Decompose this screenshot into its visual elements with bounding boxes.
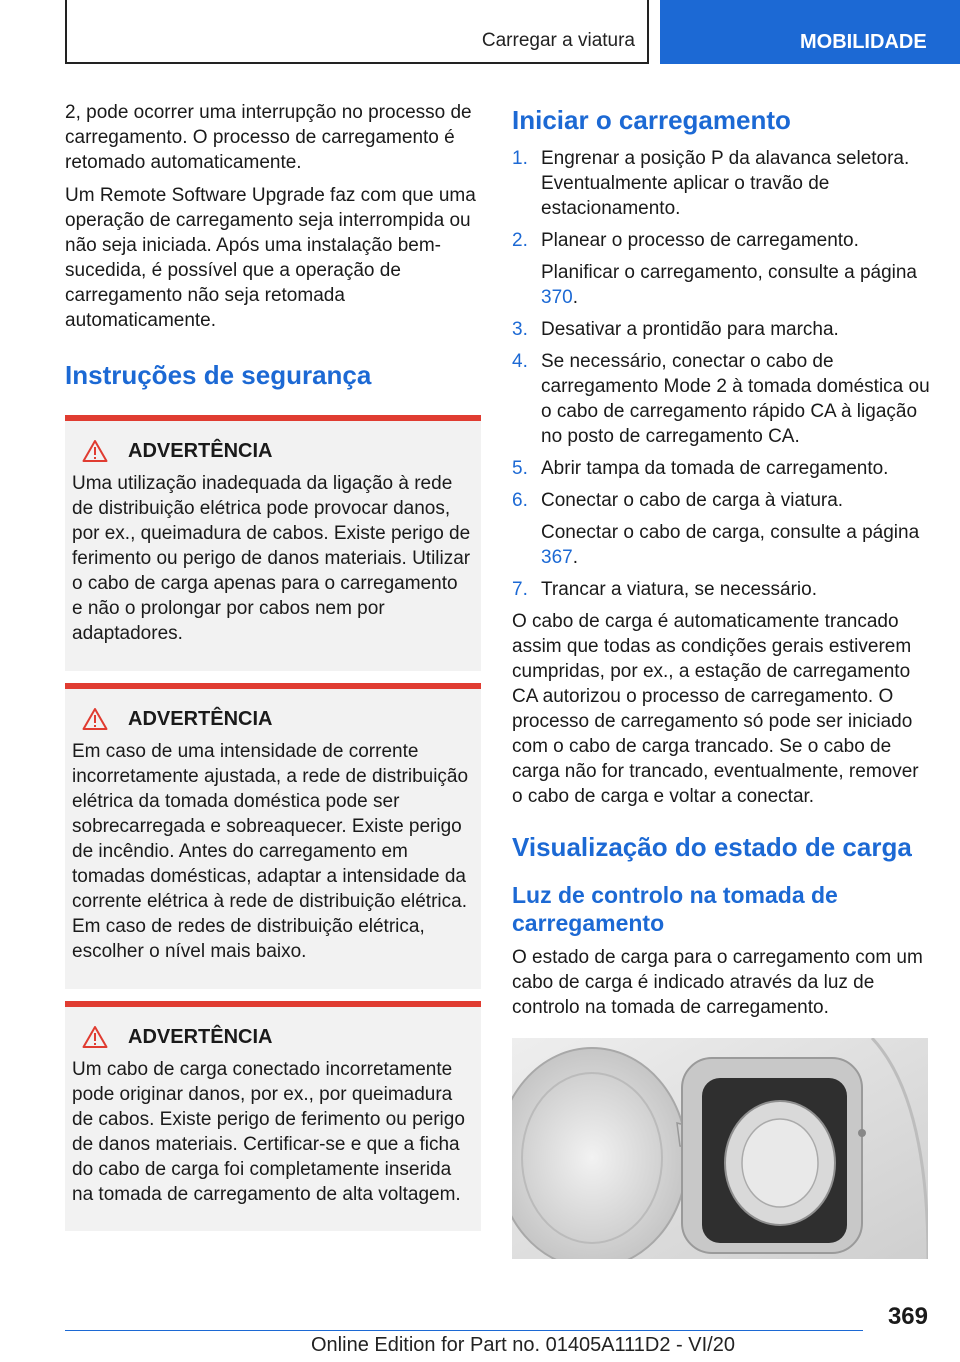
cable-lock-paragraph: O cabo de carga é automaticamente trancado assim que todas as condições gerais estiverem cumpridas, por ex., a estação de carregamento CA autorizou o processo de carregamento. O processo de carregamento só pode ser iniciado com o cabo de carga trancado. Se o cabo de carga não for trancado, eventualmente, remover o cabo de carga e voltar a conectar. [512,611,919,807]
list-item: 5. Abrir tampa da tomada de carregamento. [512,458,889,479]
warning-triangle-icon [82,1025,108,1049]
warning-header [72,439,473,463]
list-item: 7. Trancar a viatura, se necessário. [512,579,817,600]
safety-heading: Instruções de segurança [65,360,372,390]
list-item: 1. Engrenar a posição P da alavanca seletora. Eventualmente aplicar o travão de estacionamento. [512,148,910,219]
indicator-light-heading: Luz de controlo na tomada de carregamento [512,882,838,936]
charge-status-heading: Visualização do estado de carga [512,832,912,862]
warning-box-3 [65,1001,481,1231]
warning-title: ADVERTÊNCIA [128,707,273,730]
page-reference-link[interactable]: 370 [541,287,573,308]
warning-title: ADVERTÊNCIA [128,1025,273,1048]
page-reference-link[interactable]: 367 [541,547,573,568]
page-number: 369 [887,1303,928,1330]
charging-socket-illustration [512,1038,928,1259]
intro-paragraph: 2, pode ocorrer uma interrupção no processo de carregamento. O processo de carregamento é retomado automaticamente. [65,102,472,173]
warning-header [72,1025,473,1049]
right-column [512,100,930,1259]
warning-box-1 [65,415,481,671]
software-upgrade-paragraph: Um Remote Software Upgrade faz com que uma operação de carregamento seja interrompida ou não seja iniciada. Após uma instalação bem-sucedida, é possível que a operação de carregamento não seja retomada automaticamente. [65,185,476,331]
charging-steps-list [512,146,930,602]
start-charging-heading: Iniciar o carregamento [512,105,791,135]
warning-text: Uma utilização inadequada da ligação à rede de distribuição elétrica pode provocar danos, por ex., queimadura de cabos. Existe perigo de ferimento ou perigo de danos materiais. Utilizar o cabo de carga apenas para o carregamento e não o prolongar por cabos nem por adaptadores. [72,473,471,644]
list-item: 2. Planear o processo de carregamento. Planificar o carregamento, consulte a página 370. [512,230,918,308]
list-item: 6. Conectar o cabo de carga à viatura. Conectar o cabo de carga, consulte a página 367. [512,490,920,568]
warning-text: Um cabo de carga conectado incorretamente pode originar danos, por ex., por queimadura de cabos. Existe perigo de ferimento ou perigo de danos materiais. Certificar-se e que a ficha do cabo de carga foi completamente inserida na tomada de carregamento de alta voltagem. [72,1059,465,1205]
header-chapter-box [65,0,649,64]
footer-divider [65,1330,863,1331]
warning-box-2 [65,683,481,989]
list-item: 3. Desativar a prontidão para marcha. [512,319,839,340]
section-title: MOBILIDADE [800,31,927,53]
warning-text: Em caso de uma intensidade de corrente incorretamente ajustada, a rede de distribuição elétrica da tomada doméstica pode ser sobrecarregada e sobreaquecer. Existe perigo de incêndio. Antes do carregamento em tomadas domésticas, adaptar a intensidade da corrente elétrica à rede de distribuição elétrica. Em caso de redes de distribuição elétrica, escolher o nível mais baixo. [72,741,469,962]
chapter-title: Carregar a viatura [481,30,635,51]
warning-triangle-icon [82,707,108,731]
indicator-light-paragraph: O estado de carga para o carregamento com um cabo de carga é indicado através da luz de controlo na tomada de carregamento. [512,947,923,1018]
warning-triangle-icon [82,439,108,463]
edition-note: Online Edition for Part no. 01405A111D2 - VI/20 [311,1334,735,1356]
charging-socket-photo [512,1038,928,1259]
left-column [65,100,481,1231]
section-tab [660,0,960,64]
warning-title: ADVERTÊNCIA [128,439,273,462]
list-item: 4. Se necessário, conectar o cabo de carregamento Mode 2 à tomada doméstica ou o cabo de carregamento rápido CA à ligação no posto de carregamento CA. [512,351,930,447]
warning-header [72,707,473,731]
